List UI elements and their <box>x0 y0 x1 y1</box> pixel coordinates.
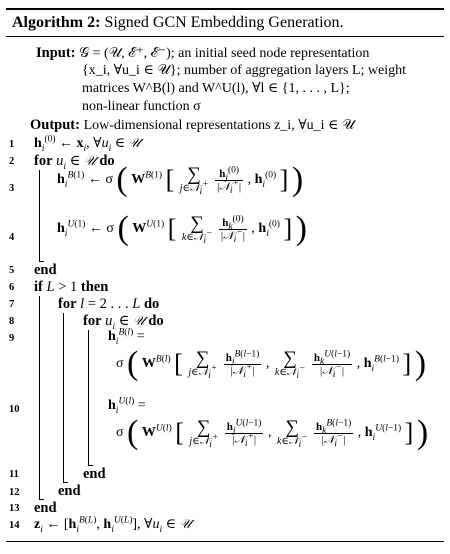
line-number-3: 3 <box>9 183 15 194</box>
step-7: for l = 2 . . . L do <box>58 296 160 312</box>
input-line-4: non-linear function σ <box>82 99 201 114</box>
line-number-10: 10 <box>9 404 20 415</box>
algorithm-name: Signed GCN Embedding Generation. <box>104 14 344 31</box>
bottom-rule <box>6 541 444 542</box>
input-line-3: matrices W^B(l) and W^U(l), ∀l ∈ {1, . . . , L}; <box>82 81 350 96</box>
title-rule <box>6 36 444 37</box>
line-number-4: 4 <box>9 232 15 243</box>
step-4: $h_i^{U(1)}$ ← σ ( $W^{U(1)}$ [ ∑ k∈𝒩$_i$− $\frac{h_k^{(0)}}{|𝒩_i^-|}$ , $h_i^{(0)}$ ] ) <box>57 210 307 247</box>
step-11: end <box>83 466 106 482</box>
input-label: Input: <box>36 45 76 61</box>
input-line-1 <box>36 45 369 62</box>
step-5: end <box>34 262 57 278</box>
output-label: Output: <box>30 117 80 133</box>
line-number-1: 1 <box>9 139 15 150</box>
step-3: $h_i^{B(1)}$ ← σ ( $W^{B(1)}$ [ ∑ j∈𝒩$_i$+ $\frac{h_j^{(0)}}{|𝒩_i^+|}$ , $h_i^{(0)}$ ] ) <box>57 161 304 198</box>
step-1: $h_i^{(0)}$ ← $x_i$, $\forall u_i$ ∈ 𝒰 <box>34 134 141 154</box>
line-number-14: 14 <box>9 520 20 531</box>
step-10-lhs: $h_i^{U(l)}$ = <box>108 396 146 416</box>
output-line <box>30 117 355 134</box>
step-2: for $u_i$ ∈ 𝒰 do <box>34 153 115 172</box>
step-9-rhs: σ ( $W^{B(l)}$ [ ∑ j∈𝒩$_i$+ $\frac{h_j^{B(l-1)}}{|𝒩_i^+|}$ , ∑ k∈𝒩$_i$− $\frac{h_k^{U(l-1)}}{|𝒩_i^-|}$ , $h_i^{B(l-1)}$ ] ) <box>116 345 427 382</box>
step-8: for $u_i$ ∈ 𝒰 do <box>83 313 164 332</box>
loop-bar-l <box>63 313 64 483</box>
step-14: $z_i$ ← [$h_i^{B(L)}$, $h_i^{U(L)}$], $\forall u_i$ ∈ 𝒰 <box>34 515 192 535</box>
step-10-rhs: σ ( $W^{U(l)}$ [ ∑ j∈𝒩$_i$+ $\frac{h_j^{U(l-1)}}{|𝒩_i^+|}$ , ∑ k∈𝒩$_i$− $\frac{h_k^{B(l-1)}}{|𝒩_i^-|}$ , $h_i^{U(l-1)}$ ] ) <box>116 414 429 451</box>
loop-bar-inner <box>88 330 89 466</box>
step-6: if L > 1 then <box>34 279 109 295</box>
algorithm-label: Algorithm 2: <box>12 14 101 31</box>
input-line-2: {x_i, ∀u_i ∈ 𝒰}; number of aggregation layers L; weight <box>82 63 407 78</box>
line-number-5: 5 <box>9 265 15 276</box>
algorithm-title <box>12 15 344 31</box>
line-number-12: 12 <box>9 487 20 498</box>
if-bar <box>39 296 40 500</box>
line-number-6: 6 <box>9 282 15 293</box>
step-13: end <box>34 500 57 516</box>
line-number-7: 7 <box>9 299 15 310</box>
line-number-11: 11 <box>9 469 19 480</box>
loop-bar-1 <box>39 170 40 262</box>
line-number-8: 8 <box>9 316 15 327</box>
output-text: Low-dimensional representations z_i, ∀u_i ∈ 𝒰 <box>83 118 355 133</box>
step-9-lhs: $h_i^{B(l)}$ = <box>108 327 145 347</box>
top-rule <box>6 8 444 10</box>
line-number-2: 2 <box>9 156 15 167</box>
line-number-13: 13 <box>9 503 20 514</box>
input-text-1: 𝒢 = (𝒰, ℰ⁺, ℰ⁻); an initial seed node representation <box>79 46 370 61</box>
line-number-9: 9 <box>9 333 15 344</box>
step-12: end <box>58 483 81 499</box>
